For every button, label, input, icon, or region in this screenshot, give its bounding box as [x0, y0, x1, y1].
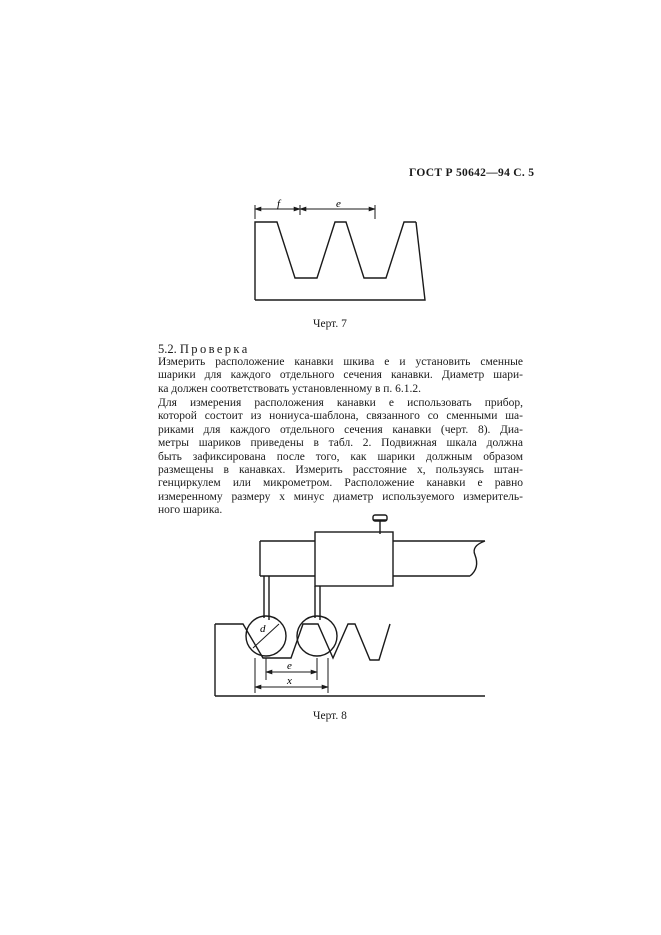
figure-8-label-d: d: [260, 623, 266, 635]
paragraph-1-line: ка должен соответствовать установленному в п. 6.1.2.: [158, 382, 422, 395]
figure-7-label-e: e: [336, 198, 341, 210]
paragraph-2-line: генциркулем или микрометром. Расположение канавки e равно: [158, 477, 523, 490]
paragraph-1-line: Измерить расположение канавки шкива e и установить сменные: [158, 356, 523, 368]
document-header: ГОСТ Р 50642—94 С. 5: [409, 167, 535, 179]
figure-8-caption: Черт. 8: [313, 710, 347, 722]
paragraph-2: [158, 397, 523, 518]
paragraph-2-line: Для измерения расположения канавки e использовать прибор,: [158, 397, 523, 409]
figure-8-caliper-measurement: [205, 508, 490, 708]
figure-7-caption: Черт. 7: [313, 318, 347, 330]
paragraph-2-line: измеренному размеру x минус диаметр используемого измеритель-: [158, 490, 523, 503]
paragraph-2-line: которой состоит из нониуса-шаблона, связанного со сменными ша-: [158, 410, 523, 423]
paragraph-2-line: быть зафиксирована после того, как шарики должным образом: [158, 450, 523, 463]
paragraph-2-line: ного шарика.: [158, 504, 223, 517]
paragraph-2-line: риками для каждого отдельного сечения канавки (черт. 8). Диа-: [158, 423, 523, 436]
section-heading: [158, 342, 250, 357]
figure-7-groove-profile: [235, 195, 430, 305]
paragraph-2-line: метры шариков приведены в табл. 2. Подвижная шкала должна: [158, 437, 523, 450]
figure-7-label-f: f: [277, 198, 281, 210]
paragraph-1-line: шарики для каждого отдельного сечения канавки. Диаметр шари-: [158, 369, 523, 382]
figure-8-label-x: x: [287, 675, 292, 687]
section-title: Проверка: [179, 342, 250, 356]
paragraph-1: [158, 356, 523, 396]
paragraph-2-line: размещены в канавках. Измерить расстояние x, пользуясь штан-: [158, 464, 523, 477]
figure-8-label-e: e: [287, 660, 292, 672]
section-number: 5.2.: [158, 342, 177, 356]
